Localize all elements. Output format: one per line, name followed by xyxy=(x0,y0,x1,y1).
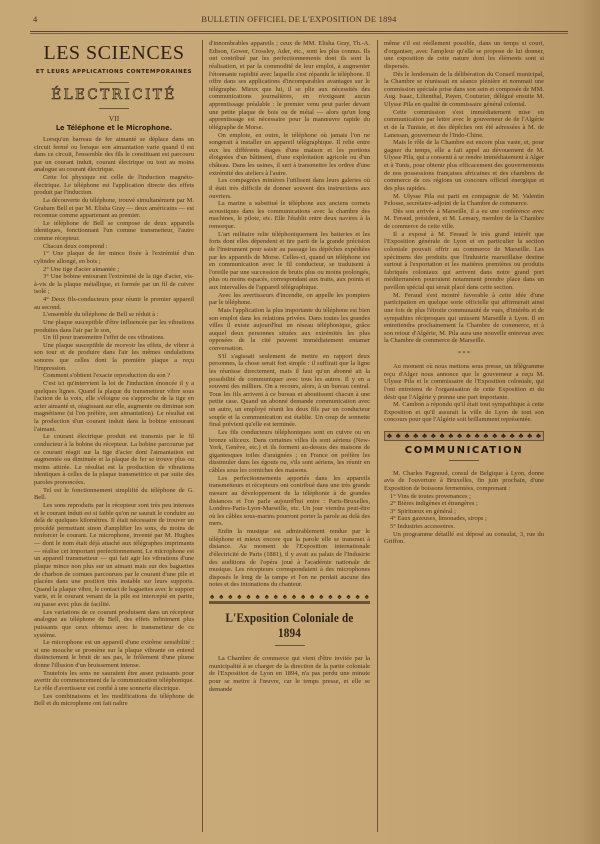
list-item: 1° Une plaque de fer mince fixée à l'extrémité d'un cylindre allongé, en bois ; xyxy=(34,250,194,265)
paragraph: Le courant électrique produit est transmis par le fil conducteur à la bobine du récepteur. La bobine parcourue par ce courant réagit sur la tige d'acier dont l'aimantation est augmentée ou diminuée et la plaque de fer se trouve plus ou moins attirée. Le résultat est la production de vibrations identiques à celles de la plaque transmettrice et par suite des paroles prononcées. xyxy=(34,433,194,486)
club-ornament-icon: ♣ xyxy=(518,431,524,440)
spade-ornament-icon: ♠ xyxy=(210,592,215,601)
spade-ornament-icon: ♠ xyxy=(291,592,297,601)
list-item: 5° Industries accessoires. xyxy=(390,523,455,530)
header-rule-thin xyxy=(30,33,568,34)
paragraph: L'art militaire relie téléphoniquement les batteries et les forts dont elles dépendent et tire parti de la grande précision de l'instrument pour saisir au passage les dépêches expédiées par les appareils de Morse. Celles-ci, quand un téléphone est en communication avec le fil conducteur, se traduisent à l'oreille par une succession de bruits plus ou moins prolongés, plus ou moins espacés, correspondant aux traits, aux points et aux intervalles de l'appareil télégraphique. xyxy=(209,230,370,291)
rubric-title: ÉLECTRICITÉ xyxy=(51,86,177,103)
newspaper-page xyxy=(30,0,568,844)
paragraph: M. Charles Pagnoud, consul de Belgique à Lyon, donne avis de l'ouverture à Bruxelles, fin juin prochain, d'une Exposition de boissons fermentées, comprenant : xyxy=(384,469,544,492)
club-ornament-icon: ♣ xyxy=(536,431,541,440)
list-item: 4° Eaux gazeuses, limonades, sirops ; xyxy=(390,515,487,523)
paragraph: L'ensemble du téléphone de Bell se réduit à : xyxy=(43,311,159,319)
section-subtitle: ET LEURS APPLICATIONS CONTEMPORAINES xyxy=(35,69,193,75)
paragraph: La découverte du téléphone, trouvé simultanément par M. Graham Bell et par M. Elisha Gray — deux américains — est reconnue comme appartenant au premier. xyxy=(34,196,194,220)
article-title: Le Téléphone et le Microphone. xyxy=(55,124,173,133)
club-ornament-icon: ♣ xyxy=(483,431,489,440)
club-ornament-icon: ♣ xyxy=(474,431,480,440)
club-ornament-icon: ♣ xyxy=(439,431,445,440)
paragraph: Mais l'application la plus importante du téléphone est bien son emploi dans les relations privées. Dans toutes les grandes villes il existe aujourd'hui un réseau téléphonique, grâce auquel deux personnes situées aux extrémités les plus opposées de la cité peuvent immédiatement entamer conversation. xyxy=(209,306,370,352)
item-list xyxy=(384,493,544,531)
paragraph: Avec les avertisseurs d'incendie, on appelle les pompiers par le téléphone. xyxy=(209,291,370,307)
paragraph: Le téléphone de Bell se compose de deux appareils identiques, fonctionnant l'un comme transmetteur, l'autre comme récepteur. xyxy=(34,219,194,242)
paragraph: Les sons reproduits par le récepteur sont très peu intenses et le courant induit est si faible qu'on ne saurait le conduire au delà de quelques kilomètres. Il était nécessaire de trouver un procédé permettant sinon d'amplifier les sons, du moins de renforcer le courant. Le microphone, inventé par M. Hughes — dont le nom était déjà attaché aux télégraphes imprimants — réalise cet important perfectionnement. Le microphone est un appareil transmetteur — qui fait agir les vibrations d'une plaque mince non plus sur un aimant mais sur des baguettes de charbon de cornues parcourues par le courant d'une pile et placées dans une position très instable sur leurs supports. Quand la plaque vibre, le contact de baguettes avec le support varie, et le courant venant de la pile est intercepté en partie, ou passe avec plus de facilité. xyxy=(34,501,194,608)
spade-ornament-icon: ♠ xyxy=(228,592,233,601)
paragraph: Tel est le fonctionnement simplifié du téléphone de G. Bell. xyxy=(34,486,194,502)
spade-ornament-icon: ♠ xyxy=(219,592,224,601)
paragraph: Un fil pour transmettre l'effet de ces vibrations. xyxy=(43,334,165,342)
paragraph: C'est ici qu'intervient la loi de l'induction énoncée il y a quelques lignes. Quand la plaque du transmetteur vibre sous l'action de la voix, elle s'éloigne ou s'approche de la tige en acier aimanté et, réagissant sur elle, augmente ou diminue son magnétisme (si l'on préfère, son aimantation). Le résultat est la production d'un courant induit dans la bobine entourant l'aimant. xyxy=(34,379,194,433)
column-2 xyxy=(209,40,370,693)
list-item: 3° Spiritueux en général ; xyxy=(390,507,456,515)
paragraph: Chacun deux comprend : xyxy=(43,242,108,250)
paragraph: même s'il est réellement possible, dans un temps si court, d'organiser, avec l'ampleur qu'elle se propose de lui donner, une exposition de cette nature dont les éléments sont si dispersés. xyxy=(384,40,544,70)
running-header xyxy=(30,14,568,30)
club-ornament-icon: ♣ xyxy=(527,431,533,440)
spade-ornament-icon: ♠ xyxy=(337,592,342,601)
short-rule xyxy=(99,108,129,109)
paragraph: M. Feraud s'est montré favorable à cette idée d'une participation en quelque sorte officielle qui affirmerait ainsi une fois de plus l'étroite communauté de vues, d'intérêts et de sympathies réciproques qui unissent Marseille à Lyon. Il en entretiendra prochainement la Chambre de commerce, et à son retour d'Algérie, M. Pila aura une nouvelle entrevue avec la Chambre de commerce de Marseille. xyxy=(384,291,544,345)
paragraph: M. Ulysse Pila est parti en compagnie de M. Valentin Pelosse, secrétaire-adjoint de la Chambre de commerce. xyxy=(384,192,544,208)
paragraph: Comment s'obtient l'exacte reproduction du son ? xyxy=(43,372,171,380)
short-rule xyxy=(275,645,305,646)
paragraph: La marine a substitué le téléphone aux anciens cornets acoustiques dans les communications avec la chambre des machines, le pilote, etc. Elle l'établit entre deux navires à la remorque. xyxy=(209,200,370,230)
paragraph: Un programme détaillé est déposé au consulat, 3, rue du Griffon. xyxy=(384,530,544,546)
column-divider xyxy=(202,40,203,832)
publication-title: BULLETIN OFFICIEL DE L'EXPOSITION DE 1894 xyxy=(201,15,397,24)
paragraph: Dès le lendemain de la délibération du Conseil municipal, la Chambre se réunissait en séance plénière et nommait une commission spéciale prise dans son sein et composée de MM. Aug. Isaac, Lilienthal, Payen, Couturier, délégué ensuite M. Ulysse Pila en qualité de commissaire général colonial. xyxy=(384,70,544,108)
paragraph: Toutefois les sons ne sauraient être assez puissants pour avertir du commencement de la communication téléphonique. Le rôle d'avertisseur est confié à une sonnerie électrique. xyxy=(34,669,194,692)
paragraph: Lorsqu'un barreau de fer aimanté se déplace dans un circuit fermé ou lorsque son aimantation varie quand il est dans ce circuit, l'ensemble des fils le constituant est parcouru par un courant induit, courant électrique ou tout au moins analogue au courant électrique. xyxy=(34,135,194,174)
short-rule xyxy=(449,460,479,461)
spade-ornament-icon: ♠ xyxy=(310,592,315,601)
club-ornament-icon: ♣ xyxy=(404,431,410,440)
paragraph: Les perfectionnements apportés dans les appareils transmetteurs et récepteurs ont contribué dans une très grande mesure au développement de la téléphonie à de grandes distances et l'on parle aujourd'hui entre : Paris-Bruxelles, Londres-Paris-Lyon-Marseille, etc. Un jour viendra peut-être où les câbles sous-marins pourront porter la parole au delà des mers. xyxy=(209,474,370,528)
spade-ornament-icon: ♠ xyxy=(273,592,278,601)
club-ornament-icon: ♣ xyxy=(457,431,463,440)
paragraph: M. Cambon a répondu qu'il était tout sympathique à cette Exposition et qu'il assurait la ville de Lyon de tout son concours pour que l'Algérie soit brillamment représentée. xyxy=(384,401,544,424)
paragraph: Dès son arrivée à Marseille, il a eu une conférence avec M. Feraud, président, et M. Lemary, membre de la Chambre de commerce de cette ville. xyxy=(384,207,544,230)
spade-ornament-icon: ♠ xyxy=(346,592,351,601)
paragraph: Les combinaisons et les modifications du téléphone de Bell et du microphone ont fait naître xyxy=(34,692,194,708)
club-ornament-icon: ♣ xyxy=(413,431,419,440)
list-item: 2° Bières indigènes et étrangères ; xyxy=(390,500,478,508)
club-ornament-icon: ♣ xyxy=(387,431,392,440)
club-ornament-icon: ♣ xyxy=(500,431,506,440)
paragraph: Les compagnies minières l'utilisent dans leurs galeries où il était très difficile de donner souvent des instructions aux ouvriers. xyxy=(209,177,370,200)
article-title: COMMUNICATION xyxy=(404,445,524,456)
page-number: 4 xyxy=(33,15,38,24)
club-ornament-icon: ♣ xyxy=(492,431,498,440)
header-rule xyxy=(30,31,568,32)
paragraph: Une plaque susceptible de recevoir les effets, de vibrer à son tour et de produire dans l'air les mêmes ondulations sonores que celles dont la première plaque a reçu l'impression. xyxy=(34,341,194,372)
list-item: 4° Deux fils-conducteurs pour réunir le premier appareil au second. xyxy=(34,296,194,311)
club-ornament-icon: ♣ xyxy=(422,431,427,440)
spade-ornament-icon: ♠ xyxy=(300,592,306,601)
paragraph: Mais le rôle de la Chambre est encore plus vaste, et, pour gagner du temps, elle a fait appel au dévouement de M. Ulysse Pila, qui a consenti à se rendre immédiatement à Alger et à Tunis, pour obtenir plus efficacement des gouvernements de nos possessions françaises africaines et des chambres de commerce de ces régions un concours officiel énergique et des plus rapides. xyxy=(384,139,544,192)
spade-ornament-icon: ♠ xyxy=(237,592,242,601)
paragraph: Il a exposé à M. Feraud le très grand intérêt que l'Exposition générale de Lyon et en particulier la section coloniale pouvait offrir au commerce de Marseille. Les spécimens des produits que l'industrie marseillaise destine surtout à l'exportation et les matières premières ou produits fabriqués coloniaux qui arrivent dans notre grand port méditerranéen pourraient notamment prendre place dans un pavillon spécial qui serait placé dans cette section. xyxy=(384,230,544,291)
ornamental-border xyxy=(384,431,544,441)
column-divider xyxy=(377,40,378,832)
spade-ornament-icon: ♠ xyxy=(355,592,360,601)
list-item: 3° Une bobine entourant l'extrémité de la tige d'acier, vis-à-vis de la plaque métallique, et formée par un fil de cuivre isolé ; xyxy=(34,273,194,296)
paragraph: S'il s'agissait seulement de mettre en rapport deux personnes, la chose serait fort simple : il suffirait que la ligne les réunisse directement, mais il faut qu'un abonné ait la possibilité de communiquer avec tous les autres. Il y en a souvent des milliers. On a recours, alors, à un bureau central. Tous les fils arrivent à ce bureau et aboutissent chacun à une petite case. Quand un abonné demande communication avec un autre, un employé réunit les deux fils par un conducteur souple et la communication est établie. Un coup de sonnette final prévient qu'elle est terminée. xyxy=(209,352,370,429)
club-ornament-icon: ♣ xyxy=(509,431,515,440)
paragraph: La Chambre de commerce qui vient d'être invitée par la municipalité à se charger de la direction de la partie coloniale de l'Exposition de Lyon en 1894, n'a pas perdu une minute pour se mettre à l'œuvre, car le temps presse, et elle se demande xyxy=(209,655,370,693)
list-item: 2° Une tige d'acier aimantée ; xyxy=(43,265,120,273)
spade-ornament-icon: ♠ xyxy=(319,592,324,601)
spade-ornament-icon: ♠ xyxy=(264,592,269,601)
article-title: L'Exposition Coloniale de 1894 xyxy=(225,610,354,640)
paragraph: Les variations de ce courant produisent dans un récepteur analogue au téléphone de Bell, des effets infiniment plus puissants que ceux obtenus avec le transmetteur de ce système. xyxy=(34,608,194,639)
paragraph: Cette commission s'est immédiatement mise en communication par lettre avec le gouverneur de de l'Algérie et de la Tunisie, et des dépêches ont été adressées à M. de Lanessan, gouverneur de l'Indo-Chine. xyxy=(384,108,544,139)
spade-ornament-icon: ♠ xyxy=(364,592,369,601)
paragraph: Enfin la musique est admirablement rendue par le téléphone et mieux encore que la parole elle se transmet à distance. Au moment de l'Exposition internationale d'électricité de Paris (1881), il y avait au palais de l'Industrie des auditions de l'opéra joué à l'académie nationale de musique. Les récepteurs correspondaient à des microphones disposés le long de la rampe et l'on ne perdait aucune des notes et des intonations du chanteur. xyxy=(209,528,370,589)
spade-ornament-icon: ♠ xyxy=(328,592,333,601)
paragraph: Au moment où nous mettons sous presse, un télégramme reçu d'Alger nous annonce que le gouverneur a reçu M. Ulysse Pila et le commissaire de l'Exposition coloniale, qui l'ont entretenu de l'organisation de cette Exposition et du désir que l'Algérie y prenne une part importante. xyxy=(384,363,544,401)
paragraph: On emploie, en outre, le téléphone où jamais l'on ne songerait à installer un appareil télégraphique. Il relie entre eux les différents étages d'une maison et les portions éloignées d'un bâtiment, d'une exploitation agricole ou d'un château. Dans les usines, il sert à transmettre les ordres d'une extrémité des ateliers à l'autre. xyxy=(209,131,370,177)
column-3 xyxy=(384,40,544,546)
spade-ornament-icon: ♠ xyxy=(282,592,287,601)
club-ornament-icon: ♣ xyxy=(465,431,471,440)
spade-ornament-icon: ♠ xyxy=(255,592,260,601)
paragraph: Cette loi physique est celle de l'induction magnéto-électrique. Le téléphone est l'application directe des effets produit par l'induction. xyxy=(34,174,194,197)
spade-ornament-icon: ♠ xyxy=(246,592,251,601)
paragraph: Une plaque susceptible d'être influencée par les vibrations produites dans l'air par le son, xyxy=(34,318,194,334)
paragraph: d'innombrables appareils ; ceux de MM. Elisha Gray, Th.-A. Edison, Gower, Crossley, Ader, etc., sont les plus connus. Ils ont contribué par les perfectionnements dont ils sont la réalisation, et par la commodité de leur emploi, à augmenter l'étonnante rapidité avec laquelle s'est répandu le téléphone. Il offre dans ses applications d'incomparables avantages sur le télégraphe. Mieux que lui, il se plie aux nécessités des communications journalières, en n'exigeant aucun apprentissage préalable : le premier venu peut parler devant une petite plaque de bois ou de métal — alors qu'un long apprentissage est nécessaire pour la manœuvre rapide du télégraphe de Morse. xyxy=(209,40,370,131)
paragraph: Le microphone est un appareil d'une extrême sensibilité : si une mouche se promène sur la plaque vibrante on entend distinctement le bruit de ses pas, le frôlement d'une plume donne l'illusion d'un bruissement intense. xyxy=(34,639,194,669)
section-title: LES SCIENCES xyxy=(43,42,185,64)
club-ornament-icon: ♣ xyxy=(395,431,401,440)
column-1 xyxy=(34,40,194,708)
chapter-number: VII xyxy=(108,113,120,123)
club-ornament-icon: ♣ xyxy=(430,431,436,440)
paragraph: Les fils conducteurs téléphoniques sont en cuivre ou en bronze siliceux. Dans certaines villes ils sont aériens (New-York, Genève, etc.) et ils forment au-dessus des maisons de gigantesques toiles d'araignées ; en France on préfère les dissimuler dans les égouts ou, s'ils sont aériens, les réunir en câbles sous les corniches des maisons. xyxy=(209,428,370,474)
section-separator: * * * xyxy=(458,351,470,357)
short-rule xyxy=(99,82,129,83)
club-ornament-icon: ♣ xyxy=(448,431,454,440)
list-item: 1° Vins de toutes provenances ; xyxy=(390,492,471,500)
ornamental-border xyxy=(209,593,370,604)
